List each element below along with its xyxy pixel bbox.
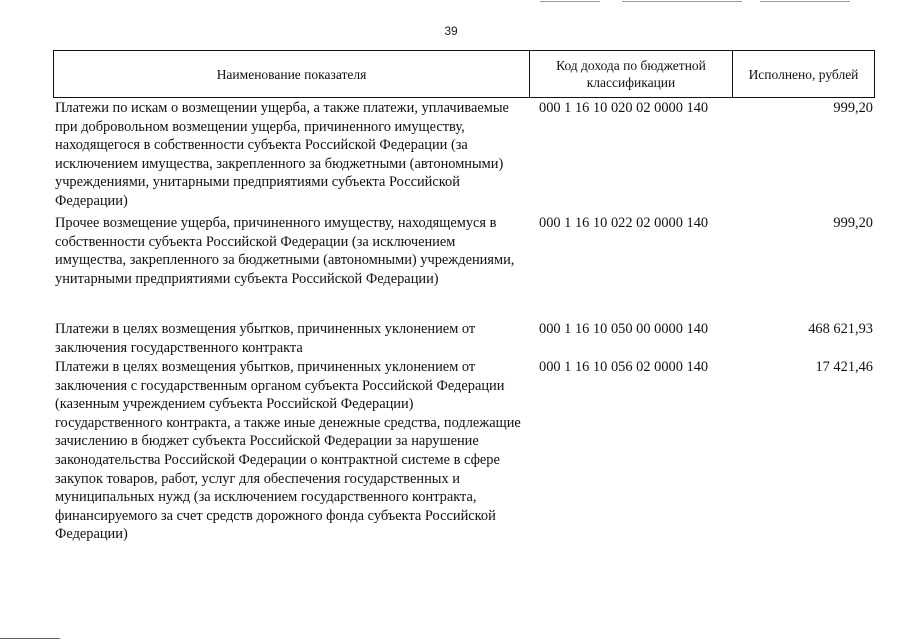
table-row bbox=[55, 214, 875, 320]
indicator-name-cell: Платежи в целях возмещения убытков, причиненных уклонением от заключения с государственным органом субъекта Российской Федерации (казенным учреждением субъекта Российской Федерации) государственного контракта, а также иные денежные средства, подлежащие зачислению в бюджет субъекта Российской Федерации за нарушение законодательства Российской Федерации о контрактной системе в сфере закупок товаров, работ, услуг для обеспечения государственных и муниципальных нужд (за исключением государственного контракта, финансируемого за счет средств дорожного фонда субъекта Российской Федерации) bbox=[55, 359, 521, 543]
income-code-cell: 000 1 16 10 050 00 0000 140 bbox=[539, 321, 709, 337]
table-body bbox=[55, 99, 875, 548]
header-executed-amount: Исполнено, рублей bbox=[748, 66, 859, 82]
indicator-name-cell: Платежи по искам о возмещении ущерба, а также платежи, уплачиваемые при добровольном возмещении ущерба, причиненного имуществу, находящегося в собственности субъекта Российской Федерации (за исключением имущества, закрепленного за бюджетными (автономными) учреждениями, унитарными предприятиями субъекта Российской Федерации) bbox=[55, 100, 509, 209]
executed-amount-cell: 468 621,93 bbox=[808, 321, 873, 337]
income-code-cell: 000 1 16 10 056 02 0000 140 bbox=[539, 359, 709, 375]
income-code-cell: 000 1 16 10 020 02 0000 140 bbox=[539, 100, 709, 116]
page-number: 39 bbox=[444, 24, 458, 38]
table-row bbox=[55, 99, 875, 214]
executed-amount-cell: 999,20 bbox=[833, 215, 873, 231]
executed-amount-cell: 999,20 bbox=[833, 100, 873, 116]
scan-artifact-line bbox=[0, 638, 60, 639]
table-row bbox=[55, 358, 875, 548]
indicator-name-cell: Платежи в целях возмещения убытков, причиненных уклонением от заключения государственного контракта bbox=[55, 321, 476, 356]
header-indicator-name: Наименование показателя bbox=[54, 51, 530, 97]
table-header bbox=[53, 50, 875, 98]
income-code-cell: 000 1 16 10 022 02 0000 140 bbox=[539, 215, 709, 231]
scan-artifact-line bbox=[622, 1, 742, 2]
scan-artifact-line bbox=[540, 1, 600, 2]
scan-artifact-line bbox=[760, 1, 850, 2]
indicator-name-cell: Прочее возмещение ущерба, причиненного имуществу, находящемуся в собственности субъекта Российской Федерации (за исключением имущества, закрепленного за бюджетными (автономными) учреждениями, унитарными предприятиями субъекта Российской Федерации) bbox=[55, 215, 515, 287]
header-income-code: Код дохода по бюджетной классификации bbox=[530, 51, 733, 97]
table-row bbox=[55, 320, 875, 358]
executed-amount-cell: 17 421,46 bbox=[815, 359, 873, 375]
